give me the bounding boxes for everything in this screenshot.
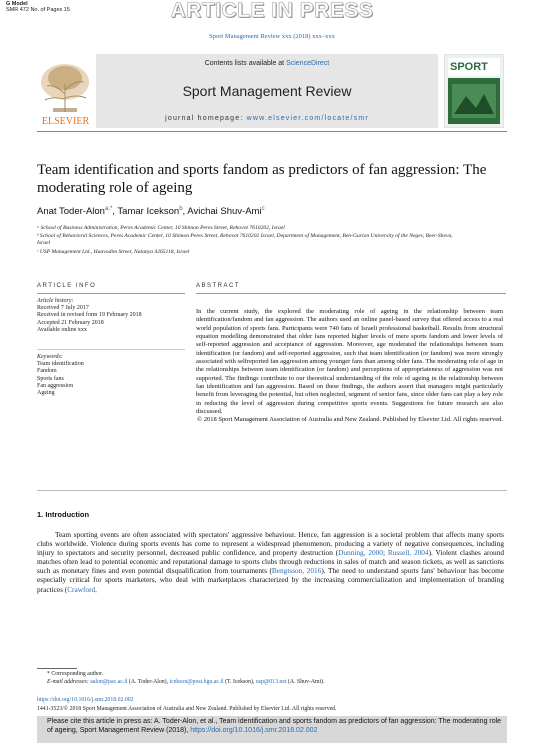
doi-link[interactable]: https://doi.org/10.1016/j.smr.2018.02.002 [37,697,134,703]
author-name[interactable]: Anat Toder-Alon [37,206,105,218]
affiliation-b: ᵇ School of Behavioral Sciences, Peres Academic Center, 10 Shimon Peres Street, Rehovot 7610202 Israel, Department of Management, Ben-Gurion University of the Negev, Beer-Sheva, Israel [37,233,453,246]
citation-link[interactable]: Russell, 2004 [387,548,429,558]
sciencedirect-link[interactable]: ScienceDirect [286,60,330,67]
citation-doi-link[interactable]: https://doi.org/10.1016/j.smr.2018.02.002 [190,727,318,734]
section-heading-introduction: 1. Introduction [37,510,90,519]
author-name[interactable]: Avichai Shuv-Ami [187,206,262,218]
email-link[interactable]: aalon@pac.ac.il [90,678,128,685]
author-affiliation-marker[interactable]: a,* [104,206,113,212]
keyword: Ageing [37,390,55,397]
author-name[interactable]: Tamar Icekson [117,206,180,218]
affiliation-a: ᵃ School of Business Administration, Peres Academic Center, 10 Shimon Peres Street, Rehovot 7610202, Israel [37,225,285,231]
homepage-link[interactable]: www.elsevier.com/locate/smr [246,115,369,122]
affiliation-c: ᶜ USP Management Ltd., Haavodim Street, Natanya 4265118, Israel [37,249,190,255]
cover-title-text: SPORT [450,61,488,73]
abstract-rule [196,293,506,294]
article-title: Team identification and sports fandom as predictors of fan aggression: The moderating role of ageing [37,162,487,196]
abstract-text: In the current study, the explored the moderating role of ageing in the relationship between team identification/fandom and fan aggression. The authors used an online panel-based survey that offered access to a real world population of sports fans. Participants were 740 fans of Israeli professional basketball. Results from structural equation modelling demonstrated that older fans reported higher levels of mere sports fandom and lower levels of self-reported aggression and acceptance of aggression. Moreover, age moderated the relationships between team identification (or fandom) and self-reported aggression, such that team identification (or fandom) was more strongly associated with selfreported fan aggression among younger fans than among older fans. The moderating role of age in the relationships between team identification (or fandom) and perceptions of appropriateness of aggression was not supported. The findings contribute to our theoretical understanding of the role of ageing in the relationship between fan identification and fan aggression. Based on these findings, the authors assert that managers might particularly benefit from leveraging the potential, but often neglected, segment of senior fans, since older fans can play a key role in reducing the level of aggression during competitive sports events. Suggestions for future research are also discussed. © 2018 Sport Management Association of Australia and New Zealand. Published by Elsevier Ltd. All rights reserved. [196,308,503,424]
article-history: Article history: Received 7 July 2017 Received in revised form 19 February 2018 Accepted 21 February 2018 Available online xxx [37,298,142,333]
journal-title: Sport Management Review [182,83,352,99]
footnote-rule [37,668,77,669]
article-in-press-banner: ARTICLE IN PRESS [170,0,374,22]
article-info-heading: ARTICLE INFO [37,283,97,289]
email-link[interactable]: usp@013.net [255,678,287,685]
abstract-heading: ABSTRACT [196,283,241,289]
abstract-copyright: © 2018 Sport Management Association of Australia and New Zealand. Published by Elsevier Ltd. All rights reserved. [197,416,503,424]
keyword: Team identification [37,361,84,368]
abstract-end-rule [37,490,507,491]
citation-link[interactable]: Crawford, [67,584,97,594]
g-model-label: G Model SMR 472 No. of Pages 15 [6,1,70,13]
citation-box-text: Please cite this article in press as: A. Toder-Alon, et al., Team identification and sports fandom as predictors of fan aggression: The moderating role of ageing, Sport Management Review (2018), https://doi.org/10.1016/j.smr.2018.02.002 [47,718,502,734]
issn-copyright: 1441-3523/© 2018 Sport Management Association of Australia and New Zealand. Published by Elsevier Ltd. All rights reserved. [37,706,337,712]
introduction-paragraph: Team sporting events are often associated with spectators' aggressive behaviour. Hence, fan aggression is a societal problem that affects many sports clubs worldwide. Violence during sports events has come to represent a widespread phenomenon, producing a variety of negative consequences, including injury to spectators and security personnel, decreased public confidence, and property destruction (Dunning, 2000; Russell, 2004). Violent clashes around matches often lead to potential economic and reputational damage to sports clubs through reductions in sales of match and season tickets, as well as sanctions such as monetary fines and even potential disqualification from tournaments (Bengtsson, 2016). The need to understand sports fans' behaviour has become especially critical for sports marketers, who deal with marketplaces characterized by the increasing commercialization and implementation of branding practices (Crawford, [37,530,504,594]
elsevier-logo-text: ELSEVIER [41,116,90,127]
contents-line: Contents lists available at ScienceDirect [204,60,330,67]
footnote-block: * Corresponding author. E-mail addresses: aalon@pac.ac.il (A. Toder-Alon), icekson@post.bgu.ac.il (T. Icekson), usp@013.net (A. Shuv-Ami). [47,671,325,685]
author-affiliation-marker[interactable]: b [179,206,183,212]
elsevier-logo[interactable] [37,54,94,128]
keywords-block: Keywords: Team identification Fandom Sports fans Fan aggression Ageing [37,354,187,397]
article-info-rule [37,293,185,294]
email-link[interactable]: icekson@post.bgu.ac.il [169,678,224,685]
author-affiliation-marker[interactable]: c [261,206,265,212]
keyword: Sports fans [37,375,64,382]
keyword: Fandom [37,368,57,375]
citation-link[interactable]: Dunning, 2000 [338,548,383,558]
author-list: Anat Toder-Alon$^{a,*}$, Tamar Icekson$^b$, Avichai Shuv-Ami$^c$ [37,206,265,218]
citation-link[interactable]: Bengtsson, 2016 [271,566,322,576]
keywords-rule [37,349,185,350]
journal-cover-thumbnail[interactable] [444,54,504,128]
journal-reference[interactable]: Sport Management Review xxx (2018) xxx–xxx [209,33,335,40]
journal-homepage: journal homepage: www.elsevier.com/locate/smr [165,115,369,122]
header-rule [37,131,507,132]
keyword: Fan aggression [37,382,74,389]
